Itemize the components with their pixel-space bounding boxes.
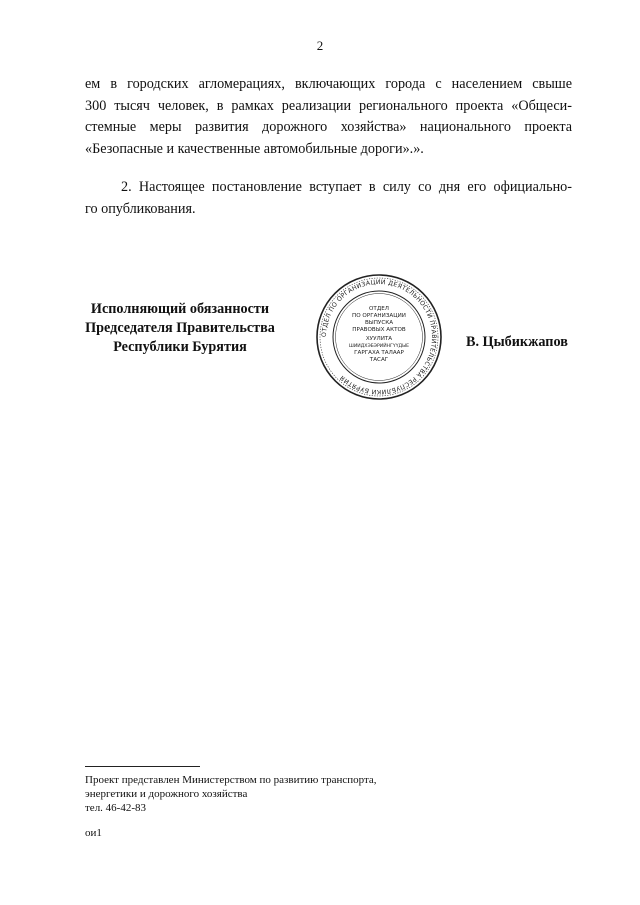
footnote-divider: [85, 766, 200, 767]
seal-outer-text: ОТДЕЛ ПО ОРГАНИЗАЦИИ ДЕЯТЕЛЬНОСТИ ПРАВИТЕЛЬСТВА РЕСПУБЛИКИ БУРЯТИЯ: [320, 278, 438, 396]
text-line: ем в городских агломерациях, включающих города с населением свыше: [85, 76, 572, 92]
text-line: 2. Настоящее постановление вступает в силу со дня его официально-: [121, 179, 572, 195]
seal-line: ГАРГАХА ТАЛААР: [354, 350, 404, 356]
position-line: Исполняющий обязанности: [90, 301, 270, 317]
position-line: Председателя Правительства: [85, 320, 275, 336]
official-seal: [314, 272, 444, 402]
signatory-name: В. Цыбикжапов: [466, 334, 568, 350]
text-line: «Безопасные и качественные автомобильные дороги».».: [85, 140, 424, 157]
page-number: 2: [316, 38, 324, 53]
seal-line: ВЫПУСКА: [364, 320, 394, 326]
seal-line: ПО ОРГАНИЗАЦИИ: [352, 313, 406, 319]
footnote-line: энергетики и дорожного хозяйства: [85, 788, 248, 800]
paragraph-effective-date: [85, 177, 572, 220]
footnote: [85, 773, 377, 815]
text-line: 300 тысяч человек, в рамках реализации регионального проекта «Общеси-: [85, 97, 572, 114]
seal-line: ПРАВОВЫХ АКТОВ: [352, 327, 406, 333]
paragraph-continuation: [85, 74, 572, 160]
seal-line: ШИИДХЭБЭРИЙНГҮҮДЫЕ: [348, 344, 410, 349]
position-line: Республики Бурятия: [113, 339, 247, 355]
text-line: го опубликования.: [85, 200, 196, 217]
signatory-position: [80, 300, 280, 357]
seal-line: ТАСАГ: [369, 357, 389, 363]
seal-line: ОТДЕЛ: [369, 306, 389, 312]
text-line: стемные меры развития дорожного хозяйства» национального проекта: [85, 119, 572, 135]
footnote-line: тел. 46-42-83: [85, 802, 147, 814]
seal-line: ХУУЛИТА: [365, 336, 393, 342]
document-code: ои1: [85, 827, 102, 839]
footnote-line: Проект представлен Министерством по развитию транспорта,: [85, 774, 377, 786]
